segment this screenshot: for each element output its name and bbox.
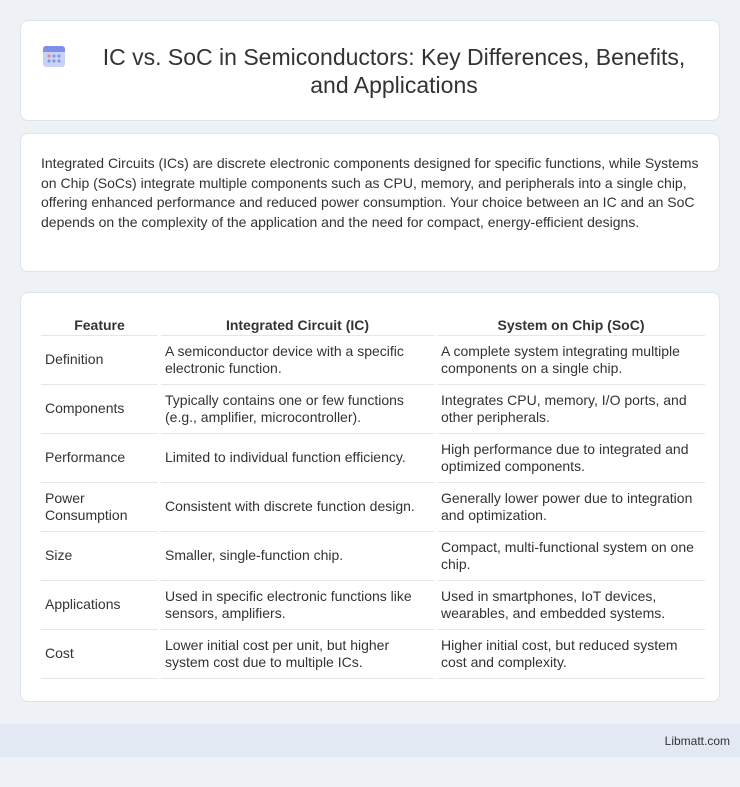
soc-cell: Compact, multi-functional system on one chip. [437,532,705,581]
title-wrap [41,43,699,99]
table-row [41,385,705,434]
feature-cell: Components [41,385,158,434]
header-soc: System on Chip (SoC) [437,313,705,336]
feature-cell: Applications [41,581,158,630]
table-row [41,336,705,385]
ic-cell: Typically contains one or few functions (e.g., amplifier, microcontroller). [161,385,434,434]
comparison-card [20,292,720,702]
feature-cell: Power Consumption [41,483,158,532]
ic-cell: A semiconductor device with a specific electronic function. [161,336,434,385]
ic-cell: Consistent with discrete function design. [161,483,434,532]
table-row [41,630,705,679]
table-row [41,581,705,630]
table-row [41,532,705,581]
feature-cell: Definition [41,336,158,385]
soc-cell: Used in smartphones, IoT devices, wearables, and embedded systems. [437,581,705,630]
intro-card [20,133,720,272]
footer [0,724,740,757]
intro-paragraph: Integrated Circuits (ICs) are discrete electronic components designed for specific functions, while Systems on Chip (SoCs) integrate multiple components such as CPU, memory, and peripherals into a single chip, offering enhanced performance and reduced power consumption. Your choice between an IC and an SoC depends on the complexity of the application and the need for compact, energy-efficient designs. [41,155,699,230]
soc-cell: Generally lower power due to integration and optimization. [437,483,705,532]
header-feature: Feature [41,313,158,336]
ic-cell: Used in specific electronic functions like sensors, amplifiers. [161,581,434,630]
calendar-grid-icon [41,43,67,69]
footer-brand-link[interactable]: Libmatt.com [664,733,730,748]
ic-cell: Limited to individual function efficiency. [161,434,434,483]
page-title: IC vs. SoC in Semiconductors: Key Differences, Benefits, and Applications [102,43,686,98]
soc-cell: Integrates CPU, memory, I/O ports, and other peripherals. [437,385,705,434]
comparison-table [38,313,708,679]
feature-cell: Size [41,532,158,581]
soc-cell: Higher initial cost, but reduced system cost and complexity. [437,630,705,679]
header-ic: Integrated Circuit (IC) [161,313,434,336]
table-header-row [41,313,705,336]
table-row [41,483,705,532]
ic-cell: Smaller, single-function chip. [161,532,434,581]
soc-cell: High performance due to integrated and optimized components. [437,434,705,483]
table-row [41,434,705,483]
ic-cell: Lower initial cost per unit, but higher system cost due to multiple ICs. [161,630,434,679]
feature-cell: Cost [41,630,158,679]
feature-cell: Performance [41,434,158,483]
soc-cell: A complete system integrating multiple components on a single chip. [437,336,705,385]
title-card [20,20,720,121]
